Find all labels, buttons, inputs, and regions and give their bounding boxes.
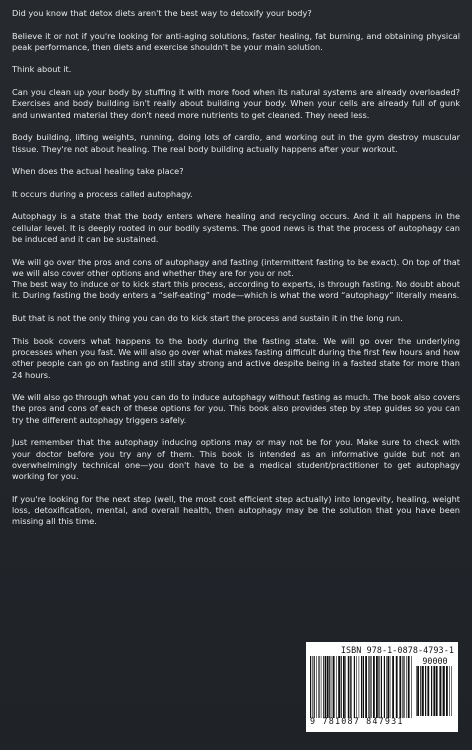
barcode-bar [406, 656, 407, 718]
barcode-bar [390, 656, 391, 718]
barcode-bar [439, 666, 441, 716]
barcode-bar [417, 666, 419, 716]
barcode-bar [399, 656, 401, 718]
barcode-bar [396, 656, 398, 718]
paragraph: Did you know that detox diets aren't the best way to detoxify your body? [12, 8, 312, 18]
barcode-bar [338, 656, 340, 718]
barcode-bar [427, 666, 429, 716]
isbn-label: ISBN 978-1-0878-4793-1 [340, 645, 454, 655]
barcode-bar [359, 656, 360, 718]
barcode-bar [433, 666, 435, 716]
barcode-bar [348, 656, 349, 718]
barcode-bar [443, 666, 445, 716]
barcode-bar [371, 656, 372, 718]
barcode-bar [376, 656, 378, 718]
barcode-bar [310, 656, 311, 718]
barcode-bar [314, 656, 315, 718]
barcode-bar [365, 656, 367, 718]
barcode-bar [446, 666, 448, 716]
barcode-bar [411, 656, 412, 718]
barcode-bar [333, 656, 335, 718]
paragraph: Think about it. [12, 64, 72, 75]
paragraph: If you're looking for the next step (well, the most cost efficient step actually) into longevity, healing, weight loss, detoxification, mental, and overall health, then autophagy may be the solution that you have been missing all this time. [12, 493, 460, 527]
barcode-bar [420, 666, 421, 716]
barcode-bar [341, 656, 342, 718]
barcode-bar [316, 656, 317, 718]
barcode-bar [356, 656, 357, 718]
paragraph: This book covers what happens to the body during the fasting state. We will go over the underlying processes when you fast. We will also go over what makes fasting difficult during the first few hours and how other people can go on fasting and still stay strong and active despite being in a fasted state for more than 24 hours. [12, 335, 460, 380]
addon-number: 90000 [422, 656, 448, 666]
barcode-bar [378, 656, 379, 718]
barcode-bar [387, 656, 389, 718]
barcode-bar [402, 656, 403, 718]
barcode-bar [373, 656, 375, 718]
barcode-bar [392, 656, 394, 718]
barcode-bar [321, 656, 322, 718]
paragraph: We will also go through what you can do to induce autophagy without fasting as much. The book also covers the pros and cons of each of these options for you. This book also provides step by step guides so you can try the different autophagy triggers safely. [12, 392, 460, 425]
paragraph: Body building, lifting weights, running, doing lots of cardio, and working out in the gym destroy muscular tissue. They're not about healing. The real body building actually happens after your workout. [12, 132, 460, 154]
isbn-barcode [306, 642, 458, 732]
barcode-bar [318, 656, 319, 718]
barcode-bar [425, 666, 426, 716]
barcode-bar [343, 656, 345, 718]
barcode-bar [323, 656, 324, 718]
barcode-bar [312, 656, 313, 718]
barcode-bar [351, 656, 352, 718]
barcode-bar [368, 656, 369, 718]
barcode-bar [431, 666, 432, 716]
paragraph: Can you clean up your body by stuffing it with more food when its natural systems are already overloaded? Exercises and body building isn't really about building your body. When your cells are already full of gunk and unwanted material they don't need more nutrients to get cleaned. They need less. [12, 87, 460, 120]
paragraph: It occurs during a process called autophagy. [12, 188, 193, 199]
barcode-bar [404, 656, 405, 718]
barcode-bar [363, 656, 364, 718]
barcode-bar [332, 656, 333, 718]
paragraph: We will go over the pros and cons of autophagy and fasting (intermittent fasting to be exact). On top of that we will also cover other options and whether they are for you or not. The best way to induce or to kick start this process, according to experts, is through fasting. No doubt about it. During fasting the body enters a “self-eating” mode—which is what the word “autophagy” literally means. [12, 256, 460, 301]
barcode-bar [381, 656, 382, 718]
barcode-bar [384, 656, 385, 718]
barcode-bar [422, 666, 424, 716]
barcode-bar [369, 656, 370, 718]
barcode-bar [336, 656, 337, 718]
barcode-bar [442, 666, 443, 716]
barcode-bar [386, 656, 387, 718]
barcode-bar [345, 656, 346, 718]
addon-barcode-bars [416, 666, 454, 716]
paragraph: But that is not the only thing you can do to kick start the process and sustain it in the long run. [12, 313, 403, 324]
barcode-bar [354, 656, 355, 718]
barcode-bar [361, 656, 362, 718]
barcode-bar [436, 666, 438, 716]
ean-barcode-bars [310, 656, 414, 718]
blurb-text [12, 8, 460, 539]
barcode-bar [329, 656, 330, 718]
barcode-bar [350, 656, 351, 718]
paragraph: Autophagy is a state that the body enters where healing and recycling occurs. And it all happens in the cellular level. It is deeply rooted in our bodily systems. The good news is that the process of autophagy can be induced and it can be sustained. [12, 211, 460, 244]
barcode-bar [408, 656, 410, 718]
barcode-bar [327, 656, 329, 718]
barcode-bar [416, 666, 417, 716]
ean-digits: 9 781087 847931 [310, 716, 404, 726]
barcode-bar [449, 666, 450, 716]
paragraph: Just remember that the autophagy inducing options may or may not be for you. Make sure to check with your doctor before you try any of them. This book is intended as an informative guide but not an overwhelmingly technical one—you don't have to be a medical student/practitioner to get autophagy working for you. [12, 437, 460, 482]
paragraph: When does the actual healing take place? [12, 166, 184, 177]
barcode-bar [325, 656, 326, 718]
paragraph: Believe it or not if you're looking for anti-aging solutions, faster healing, fat burning, and obtaining physical peak performance, then diets and exercise shouldn't be your main solution. [12, 30, 460, 52]
barcode-bar [451, 666, 452, 716]
